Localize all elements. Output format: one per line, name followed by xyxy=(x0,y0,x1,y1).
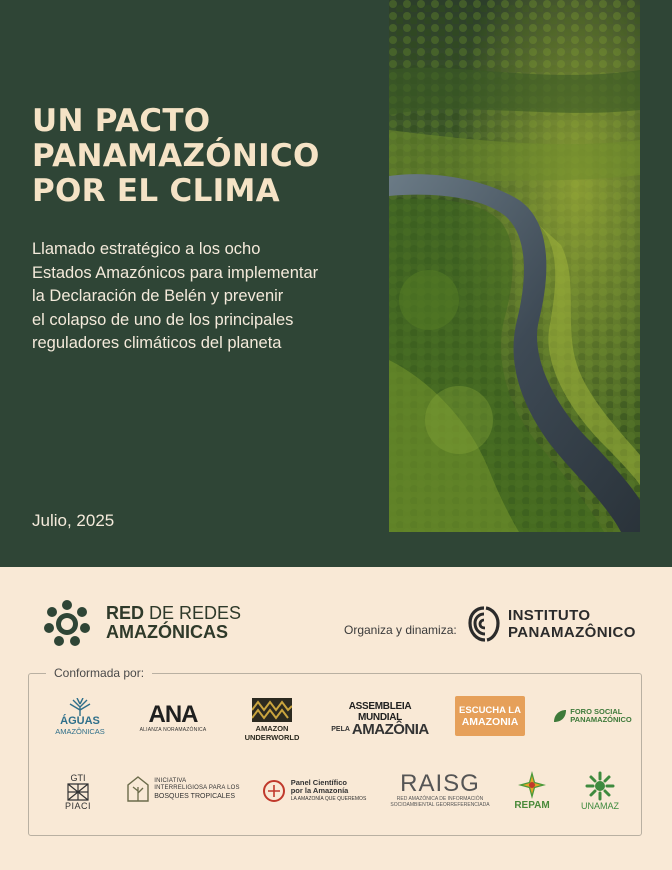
raisg-line-1: RED AMAZÓNICA DE INFORMACIÓN xyxy=(396,796,484,802)
repam-word: REPAM xyxy=(514,799,550,811)
assembleia-mundial-logo xyxy=(328,702,432,736)
ana-subtitle: ALIANZA NORAMAZÓNICA xyxy=(139,727,207,733)
ana-logo xyxy=(134,700,212,736)
foro-social-panamazonico-logo xyxy=(551,702,633,730)
rdr-word-amazonicas: AMAZÓNICAS xyxy=(106,622,228,642)
assembleia-line-1: ASSEMBLEIA MUNDIAL xyxy=(348,701,412,723)
escucha-line-1: ESCUCHA LA xyxy=(459,704,521,716)
title-line-3: POR EL CLIMA xyxy=(32,173,280,209)
leaf-icon xyxy=(552,708,568,724)
subtitle-line-4: el colapso de uno de los principales xyxy=(32,310,294,329)
unamaz-logo xyxy=(574,768,626,814)
iniciativa-line-1: INICIATIVA xyxy=(154,777,187,784)
assembleia-word-amazonia: AMAZÔNIA xyxy=(351,721,429,738)
tree-house-icon xyxy=(126,775,150,803)
iniciativa-interreligiosa-logo xyxy=(122,772,244,806)
panel-line-1: Panel Científico xyxy=(290,778,347,787)
report-title xyxy=(32,104,372,209)
subtitle-line-5: reguladores climáticos del planeta xyxy=(32,334,282,352)
foro-line-2: PANAMAZÓNICO xyxy=(570,715,632,724)
ipa-word-instituto: INSTITUTO xyxy=(508,607,591,624)
raisg-logo xyxy=(388,770,492,810)
iniciativa-line-2: INTERRELIGIOSA PARA LOS xyxy=(154,785,240,792)
aguas-word-1: ÁGUAS xyxy=(60,715,100,727)
red-de-redes-amazonicas-logo xyxy=(44,600,241,646)
escucha-line-2: AMAZONIA xyxy=(461,715,519,728)
subtitle-line-3: la Declaración de Belén y prevenir xyxy=(32,287,284,305)
rdr-word-red: RED xyxy=(106,603,145,623)
subtitle-line-1: Llamado estratégico a los ocho xyxy=(32,240,261,258)
rdr-word-de-redes: DE REDES xyxy=(144,603,242,623)
woven-pattern-icon xyxy=(67,783,89,801)
amazon-river-aerial-photo xyxy=(389,0,640,532)
panel-line-3: LA AMAZONÍA QUE QUEREMOS xyxy=(290,796,367,802)
circle-emblem-icon xyxy=(262,779,286,803)
panel-line-2: por la Amazonía xyxy=(290,786,349,795)
gti-word: GTI xyxy=(70,773,86,783)
subtitle-line-2: Estados Amazónicos para implementar xyxy=(32,263,319,282)
instituto-panamazonico-logo xyxy=(468,606,636,642)
title-line-1: UN PACTO xyxy=(32,103,211,139)
foro-line-1: FORO SOCIAL xyxy=(570,707,623,716)
report-date: Julio, 2025 xyxy=(32,511,115,530)
assembleia-word-pela: PELA xyxy=(331,726,350,733)
sun-flower-icon xyxy=(585,771,615,801)
instituto-spiral-icon xyxy=(468,606,500,642)
amazon-underworld-logo xyxy=(234,698,310,742)
ana-word: ANA xyxy=(148,701,198,728)
panel-cientifico-logo xyxy=(258,776,370,806)
gti-piaci-logo xyxy=(58,766,98,818)
piaci-word: PIACI xyxy=(64,801,91,811)
raisg-word: RAISG xyxy=(400,770,480,797)
ipa-word-panamazonico: PANAMAZÔNICO xyxy=(508,624,636,641)
aguas-amazonicas-logo xyxy=(48,694,112,740)
report-subtitle xyxy=(32,238,377,356)
repam-logo xyxy=(508,764,556,816)
diamond-pattern-icon xyxy=(252,698,292,722)
network-flower-icon xyxy=(44,600,90,646)
iniciativa-line-3: BOSQUES TROPICALES xyxy=(154,792,236,800)
title-line-2: PANAMAZÓNICO xyxy=(32,138,320,174)
organiza-label: Organiza y dinamiza: xyxy=(344,623,457,637)
raisg-line-2: SOCIOAMBIENTAL GEORREFERENCIADA xyxy=(390,802,490,808)
aguas-word-2: AMAZÔNICAS xyxy=(55,727,105,736)
unamaz-word: UNAMAZ xyxy=(581,801,619,811)
amazon-underworld-word: AMAZON UNDERWORLD xyxy=(244,724,300,742)
escucha-la-amazonia-logo xyxy=(455,696,525,736)
conformada-label: Conformada por: xyxy=(46,666,152,680)
tree-icon xyxy=(65,698,95,716)
star-burst-icon xyxy=(517,770,547,800)
